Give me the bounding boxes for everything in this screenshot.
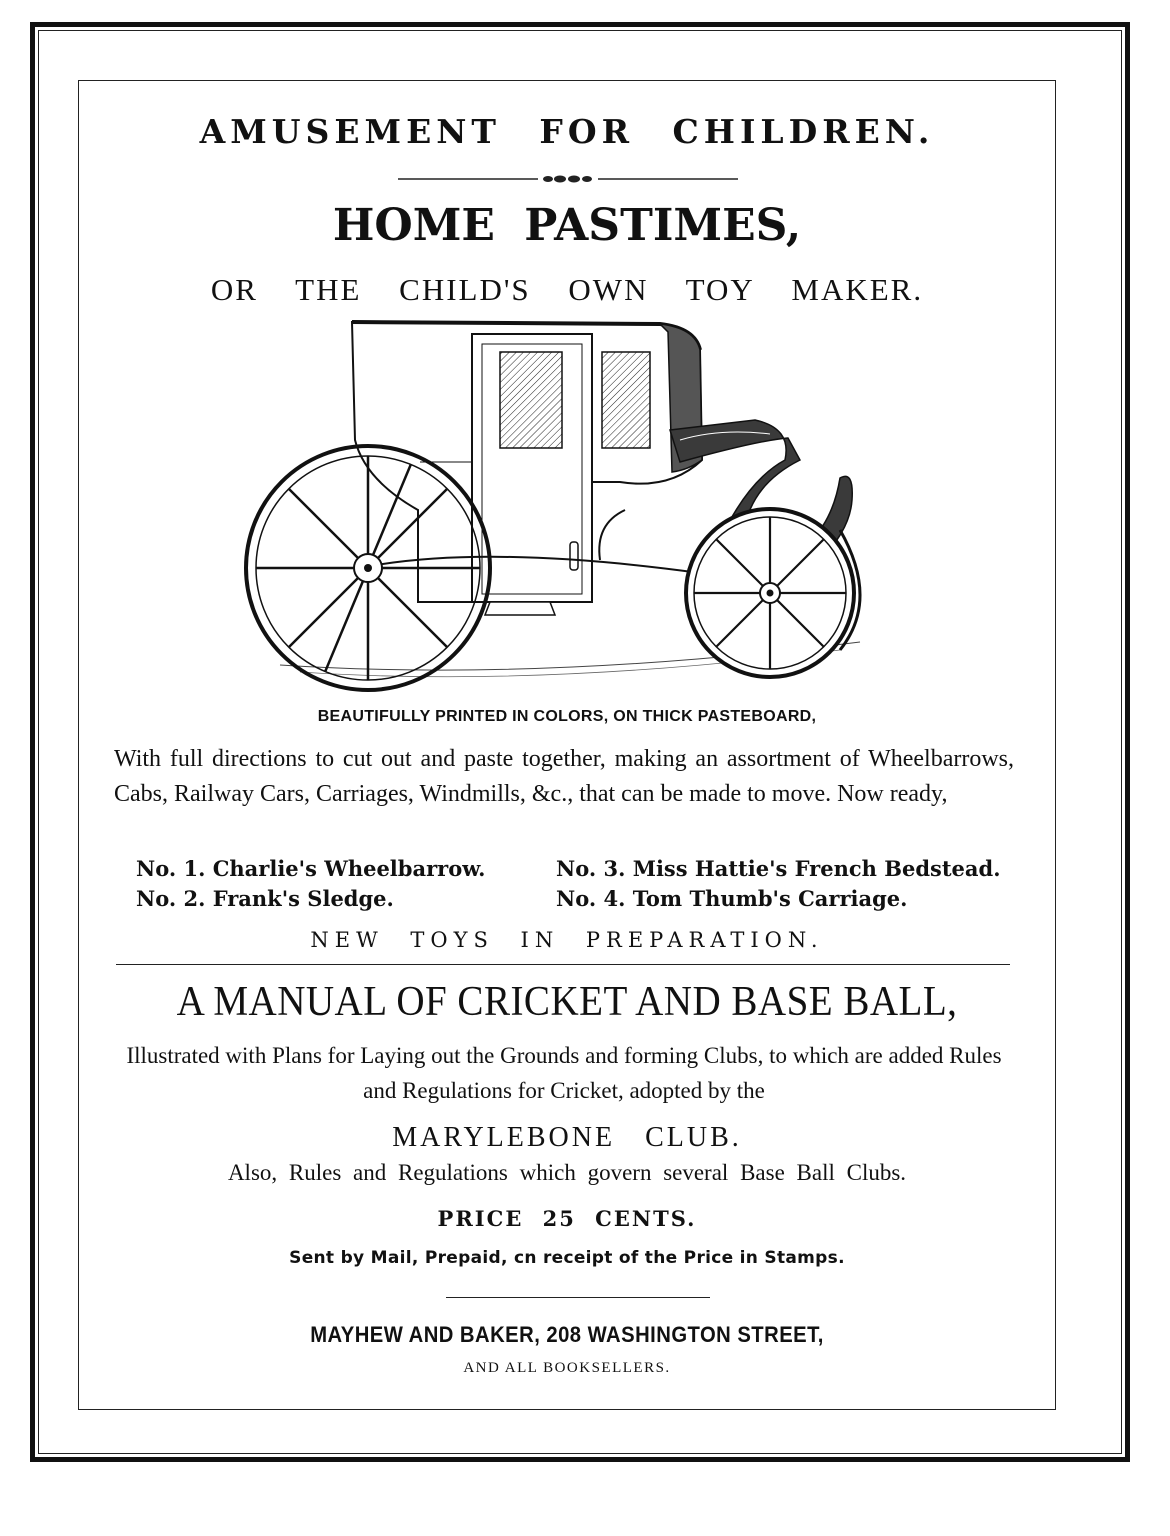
manual-description: Illustrated with Plans for Laying out the Grounds and forming Clubs, to which are added Rules and Regulations for Cricket, adopted by the: [126, 1043, 1002, 1103]
toy-number: No. 2.: [136, 886, 206, 911]
toy-item-4: [556, 886, 907, 911]
section-divider: [116, 964, 1010, 965]
printed-note: BEAUTIFULLY PRINTED IN COLORS, ON THICK PASTEBOARD,: [317, 708, 817, 725]
toy-number: No. 1.: [136, 856, 206, 881]
carriage-illustration: [240, 310, 880, 700]
manual-title: A MANUAL OF CRICKET AND BASE BALL,: [176, 979, 958, 1025]
club-name: MARYLEBONE CLUB.: [392, 1122, 742, 1153]
new-toys-notice: NEW TOYS IN PREPARATION.: [310, 928, 824, 952]
publisher-divider: [446, 1297, 710, 1298]
ornament-rule: [398, 174, 738, 184]
toy-item-3: [556, 856, 1001, 881]
toy-item-2: [136, 886, 394, 911]
toy-name: Frank's Sledge.: [212, 886, 394, 911]
base-ball-rules-note: Also, Rules and Regulations which govern several Base Ball Clubs.: [227, 1160, 907, 1185]
subtitle: OR THE CHILD'S OWN TOY MAKER.: [210, 272, 924, 307]
toy-number: No. 4.: [556, 886, 626, 911]
toy-name: Miss Hattie's French Bedstead.: [632, 856, 1001, 881]
toy-name: Tom Thumb's Carriage.: [632, 886, 908, 911]
mail-note: Sent by Mail, Prepaid, cn receipt of the Price in Stamps.: [289, 1248, 845, 1268]
toy-number: No. 3.: [556, 856, 626, 881]
toy-item-1: [136, 856, 486, 881]
publisher-name: MAYHEW AND BAKER, 208 WASHINGTON STREET,: [310, 1322, 824, 1347]
advertisement-page: [80, 82, 1054, 1408]
price-label: PRICE 25 CENTS.: [437, 1206, 697, 1231]
main-title: HOME PASTIMES,: [332, 200, 802, 251]
booksellers-note: AND ALL BOOKSELLERS.: [463, 1360, 671, 1376]
toy-name: Charlie's Wheelbarrow.: [212, 856, 486, 881]
product-description: With full directions to cut out and paste together, making an assortment of Wheelbarrows, Cabs, Railway Cars, Carriages, Windmills, &c., that can be made to move. Now ready,: [114, 746, 1014, 807]
kicker-heading: AMUSEMENT FOR CHILDREN.: [199, 112, 935, 151]
